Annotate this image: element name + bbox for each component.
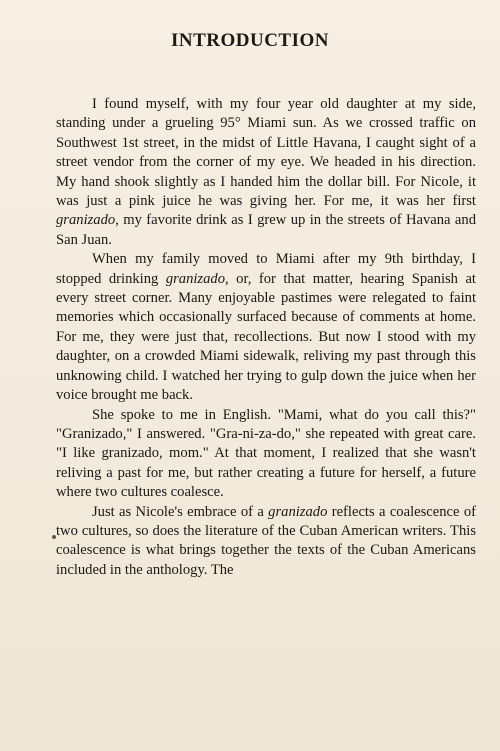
paragraph-3	[56, 406, 476, 503]
paragraph-3-text: She spoke to me in English. "Mami, what do you call this?" "Granizado," I answered. "Gra-ni-za-do," she repeated with great care. "I like granizado, mom." At that moment, I realized that she wasn't reliving a past for me, but rather creating a future for herself, a future where two cultures coalesce.	[56, 406, 476, 501]
paragraph-4-text-a: Just as Nicole's embrace of a	[92, 503, 269, 520]
paragraph-2-text-b: , or, for that matter, hearing Spanish at every street corner. Many enjoyable pastimes were relegated to faint memories which occasionally surfaced because of comments at home. For me, they were just that, recollections. But now I stood with my daughter, on a crowded Miami sidewalk, reliving my past through this unknowing child. I watched her trying to gulp down the juice when her voice brought me back.	[56, 270, 476, 404]
paragraph-2	[56, 250, 476, 405]
paragraph-4	[56, 503, 476, 581]
paragraph-4-text-b: reflects a coalescence of two cultures, so does the literature of the Cuban American writers. This coalescence is what brings together the texts of the Cuban Americans included in the anthology. The	[56, 503, 476, 578]
paragraph-1	[56, 95, 476, 250]
paragraph-4-italic-granizado: granizado	[268, 503, 328, 520]
body-text	[56, 95, 476, 580]
paragraph-1-text-b: , my favorite drink as I grew up in the streets of Havana and San Juan.	[56, 212, 476, 248]
paragraph-2-italic-granizado: granizado	[165, 270, 226, 287]
paragraph-1-text-a: I found myself, with my four year old daughter at my side, standing under a grueling 95° Miami sun. As we crossed traffic on Southwest 1st street, in the midst of Little Havana, I caught sight of a street vendor from the corner of my eye. We headed in his direction. My hand shook slightly as I handed him the dollar bill. For Nicole, it was just a pink juice he was giving her. For me, it was her first	[56, 96, 476, 210]
ink-speck	[52, 535, 56, 539]
page-title: INTRODUCTION	[170, 30, 330, 51]
paragraph-1-italic-granizado: granizado	[56, 212, 116, 229]
paragraph-2-text-a: When my family moved to Miami after my 9th birthday, I stopped drinking	[56, 251, 476, 287]
